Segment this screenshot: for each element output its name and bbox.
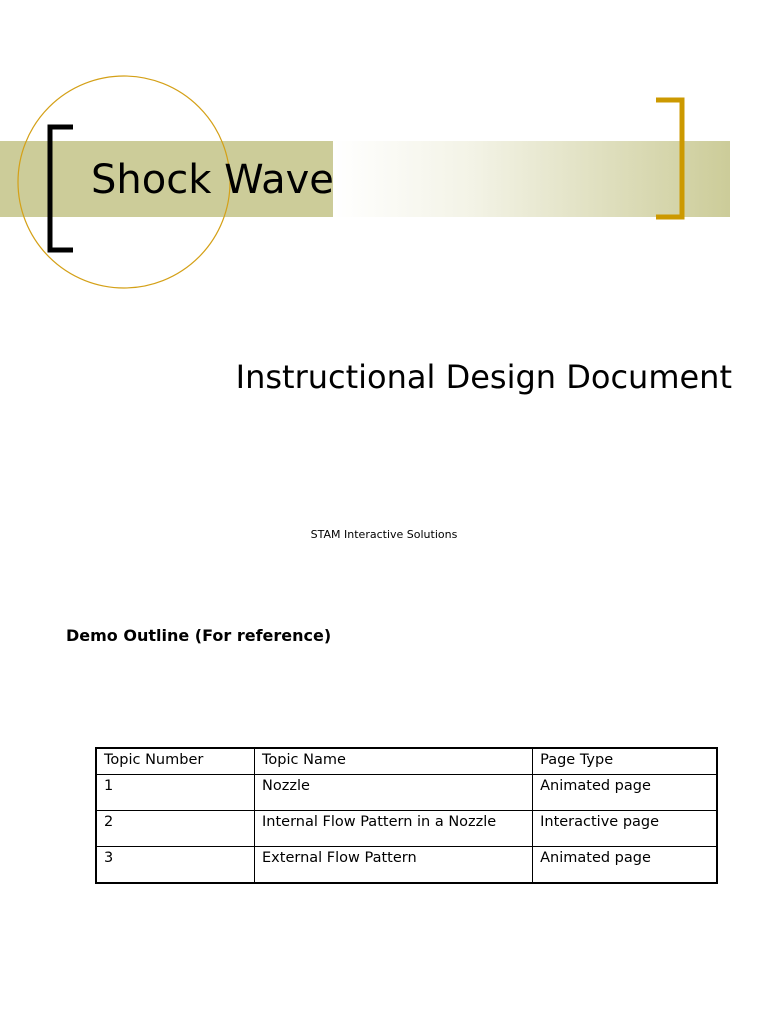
table-header-row [96, 748, 717, 775]
page-type-cell: Animated page [533, 847, 717, 884]
page-type-cell: Animated page [533, 775, 717, 811]
column-header-page-type: Page Type [533, 748, 717, 775]
document-subtitle: Instructional Design Document [235, 358, 732, 396]
table-row [96, 847, 717, 884]
topic-number-cell: 1 [96, 775, 255, 811]
table-row [96, 811, 717, 847]
table-row [96, 775, 717, 811]
topic-name-cell: Nozzle [255, 775, 533, 811]
company-name: STAM Interactive Solutions [310, 528, 458, 541]
outline-heading: Demo Outline (For reference) [66, 626, 332, 645]
topic-name-cell: External Flow Pattern [255, 847, 533, 884]
topic-number-cell: 2 [96, 811, 255, 847]
title-band-gradient [333, 141, 730, 217]
page-title: Shock Wave [91, 157, 334, 203]
outline-table [95, 747, 718, 884]
column-header-topic-name: Topic Name [255, 748, 533, 775]
column-header-topic-number: Topic Number [96, 748, 255, 775]
page-type-cell: Interactive page [533, 811, 717, 847]
topic-number-cell: 3 [96, 847, 255, 884]
topic-name-cell: Internal Flow Pattern in a Nozzle [255, 811, 533, 847]
